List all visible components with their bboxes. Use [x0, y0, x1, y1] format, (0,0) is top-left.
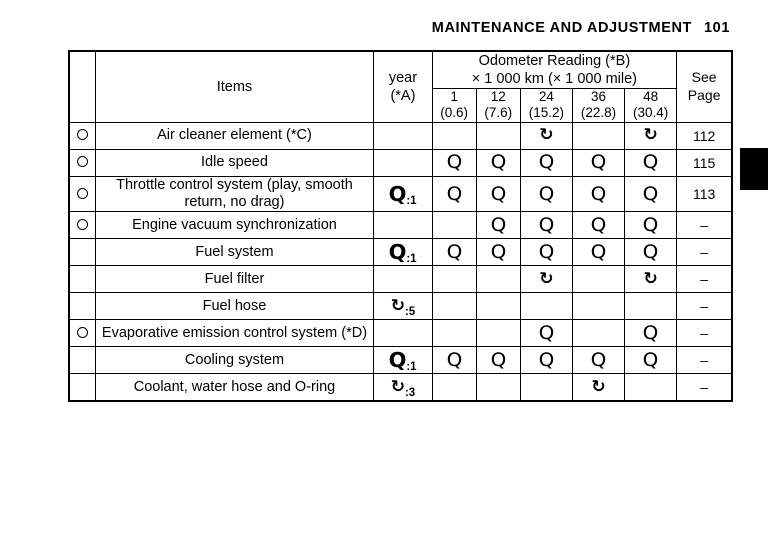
circle-icon: [77, 156, 88, 167]
row-odometer-cell-1: [432, 320, 476, 347]
row-odometer-cell-12: [476, 149, 520, 176]
row-item-label: Engine vacuum synchronization: [95, 212, 374, 239]
row-odometer-cell-1: [432, 149, 476, 176]
row-odometer-cell-12: [476, 374, 520, 402]
row-item-label: Air cleaner element (*C): [95, 122, 374, 149]
header-odometer-group: [432, 51, 677, 89]
header-odometer-col-12: [476, 89, 520, 122]
row-circle-marker-cell: [69, 266, 95, 293]
inspect-icon: Q: [446, 348, 462, 371]
row-item-label: Fuel hose: [95, 293, 374, 320]
header-odometer-col-24: [520, 89, 572, 122]
odometer-mile-value: (7.6): [484, 105, 513, 121]
table-row: [69, 293, 732, 320]
row-item-label: Cooling system: [95, 347, 374, 374]
table-header: [69, 51, 732, 122]
row-odometer-cell-36: [572, 149, 624, 176]
header-odometer-col-36: [572, 89, 624, 122]
row-odometer-cell-1: [432, 347, 476, 374]
row-year-cell: [374, 149, 432, 176]
row-odometer-cell-24: [520, 320, 572, 347]
odometer-km-value: 1: [450, 89, 458, 105]
inspect-icon: Q: [642, 182, 659, 205]
row-odometer-cell-1: [432, 176, 476, 212]
inspect-icon: Q: [642, 151, 659, 174]
inspect-icon: Q: [590, 182, 607, 205]
row-odometer-cell-12: [476, 266, 520, 293]
inspect-icon: Q: [642, 240, 659, 263]
inspect-icon: Q: [490, 213, 507, 236]
header-odometer-title: Odometer Reading (*B): [478, 53, 631, 69]
header-row-top: [69, 51, 732, 89]
row-year-cell: [374, 176, 432, 212]
row-circle-marker-cell: [69, 320, 95, 347]
row-circle-marker-cell: [69, 293, 95, 320]
row-odometer-cell-24: [520, 212, 572, 239]
year-interval-suffix: :3: [404, 387, 416, 400]
row-see-page: –: [677, 266, 732, 293]
circle-icon: [77, 219, 88, 230]
inspect-icon: Q: [642, 321, 659, 344]
row-year-cell: [374, 374, 432, 402]
header-year-label: year: [388, 69, 418, 86]
row-year-cell: [374, 347, 432, 374]
row-odometer-cell-1: [432, 266, 476, 293]
inspect-icon: Q: [388, 348, 407, 373]
row-circle-marker-cell: [69, 212, 95, 239]
inspect-icon: Q: [590, 348, 607, 371]
row-odometer-cell-48: [625, 239, 677, 266]
row-year-cell: [374, 122, 432, 149]
row-year-cell: [374, 320, 432, 347]
table-body: [69, 122, 732, 401]
inspect-icon: Q: [490, 348, 507, 371]
row-year-cell: [374, 239, 432, 266]
inspect-icon: Q: [590, 213, 607, 236]
row-odometer-cell-48: [625, 149, 677, 176]
inspect-icon: Q: [590, 240, 607, 263]
inspect-icon: Q: [490, 182, 507, 205]
row-circle-marker-cell: [69, 176, 95, 212]
table-row: [69, 266, 732, 293]
row-item-label: Coolant, water hose and O-ring: [95, 374, 374, 402]
row-odometer-cell-36: [572, 212, 624, 239]
row-year-cell: [374, 266, 432, 293]
page-header: [432, 20, 730, 36]
row-see-page: –: [677, 374, 732, 402]
header-page-label: Page: [687, 86, 721, 103]
table-row: [69, 374, 732, 402]
odometer-km-value: 48: [643, 89, 659, 105]
replace-icon: ↻: [390, 295, 405, 316]
row-odometer-cell-48: [625, 320, 677, 347]
inspect-icon: Q: [446, 182, 462, 205]
inspect-icon: Q: [538, 182, 555, 205]
table-row: [69, 347, 732, 374]
row-odometer-cell-36: [572, 266, 624, 293]
row-circle-marker-cell: [69, 347, 95, 374]
year-interval-suffix: :1: [406, 253, 417, 266]
inspect-icon: Q: [538, 348, 555, 371]
row-circle-marker-cell: [69, 122, 95, 149]
inspect-icon: Q: [446, 240, 462, 263]
page-number: 101: [704, 20, 730, 36]
row-odometer-cell-36: [572, 320, 624, 347]
row-odometer-cell-12: [476, 212, 520, 239]
row-item-label: Fuel filter: [95, 266, 374, 293]
replace-icon: ↻: [390, 376, 405, 397]
row-year-cell: [374, 212, 432, 239]
replace-icon: ↻: [643, 124, 658, 145]
row-odometer-cell-24: [520, 374, 572, 402]
row-item-label: Fuel system: [95, 239, 374, 266]
odometer-mile-value: (0.6): [440, 105, 468, 121]
row-odometer-cell-36: [572, 347, 624, 374]
inspect-icon: Q: [642, 213, 659, 236]
row-see-page: –: [677, 212, 732, 239]
row-odometer-cell-1: [432, 293, 476, 320]
header-odometer-col-1: [432, 89, 476, 122]
table-row: [69, 122, 732, 149]
row-odometer-cell-48: [625, 347, 677, 374]
inspect-icon: Q: [538, 240, 555, 263]
inspect-icon: Q: [538, 213, 555, 236]
maintenance-schedule-table-container: [68, 50, 733, 402]
year-interval-suffix: :1: [406, 361, 417, 374]
maintenance-schedule-table: [68, 50, 733, 402]
row-see-page: 113: [677, 176, 732, 212]
row-odometer-cell-48: [625, 374, 677, 402]
row-see-page: –: [677, 347, 732, 374]
header-mark-spacer: [69, 51, 95, 122]
inspect-icon: Q: [388, 182, 407, 207]
header-see-page: [677, 51, 732, 122]
row-circle-marker-cell: [69, 374, 95, 402]
row-circle-marker-cell: [69, 239, 95, 266]
row-odometer-cell-1: [432, 374, 476, 402]
row-see-page: 112: [677, 122, 732, 149]
row-odometer-cell-24: [520, 122, 572, 149]
row-item-label: Evaporative emission control system (*D): [95, 320, 374, 347]
table-row: [69, 149, 732, 176]
row-odometer-cell-1: [432, 212, 476, 239]
header-odometer-col-48: [625, 89, 677, 122]
inspect-icon: Q: [446, 151, 462, 174]
inspect-icon: Q: [590, 151, 607, 174]
circle-icon: [77, 327, 88, 338]
row-odometer-cell-1: [432, 122, 476, 149]
table-row: [69, 176, 732, 212]
row-see-page: –: [677, 293, 732, 320]
row-odometer-cell-24: [520, 266, 572, 293]
row-odometer-cell-24: [520, 293, 572, 320]
inspect-icon: Q: [388, 240, 407, 265]
row-odometer-cell-24: [520, 149, 572, 176]
row-odometer-cell-48: [625, 293, 677, 320]
odometer-mile-value: (22.8): [580, 105, 617, 121]
row-see-page: 115: [677, 149, 732, 176]
table-row: [69, 212, 732, 239]
odometer-km-value: 36: [590, 89, 606, 105]
header-year: [374, 51, 432, 122]
row-odometer-cell-12: [476, 239, 520, 266]
replace-icon: ↻: [539, 124, 554, 145]
row-see-page: –: [677, 239, 732, 266]
row-odometer-cell-36: [572, 122, 624, 149]
row-odometer-cell-1: [432, 239, 476, 266]
row-odometer-cell-24: [520, 239, 572, 266]
row-odometer-cell-12: [476, 293, 520, 320]
row-odometer-cell-12: [476, 176, 520, 212]
row-odometer-cell-36: [572, 176, 624, 212]
circle-icon: [77, 129, 88, 140]
odometer-km-value: 24: [538, 89, 554, 105]
table-row: [69, 320, 732, 347]
row-odometer-cell-12: [476, 320, 520, 347]
inspect-icon: Q: [538, 151, 555, 174]
row-see-page: –: [677, 320, 732, 347]
row-odometer-cell-36: [572, 239, 624, 266]
row-item-label: Throttle control system (play, smooth return, no drag): [95, 176, 374, 212]
row-odometer-cell-48: [625, 176, 677, 212]
row-year-cell: [374, 293, 432, 320]
inspect-icon: Q: [642, 348, 659, 371]
header-items: Items: [95, 51, 374, 122]
row-odometer-cell-12: [476, 347, 520, 374]
replace-icon: ↻: [539, 268, 554, 289]
row-item-label: Idle speed: [95, 149, 374, 176]
row-odometer-cell-24: [520, 176, 572, 212]
replace-icon: ↻: [591, 376, 606, 397]
page-edge-tab-marker: [740, 148, 768, 190]
row-odometer-cell-24: [520, 347, 572, 374]
replace-icon: ↻: [643, 268, 658, 289]
odometer-mile-value: (15.2): [528, 105, 564, 121]
table-row: [69, 239, 732, 266]
inspect-icon: Q: [490, 240, 507, 263]
inspect-icon: Q: [538, 321, 555, 344]
inspect-icon: Q: [490, 151, 507, 174]
row-odometer-cell-36: [572, 293, 624, 320]
page-header-title: MAINTENANCE AND ADJUSTMENT: [431, 20, 692, 36]
header-see-label: See: [691, 69, 717, 86]
row-odometer-cell-12: [476, 122, 520, 149]
odometer-mile-value: (30.4): [633, 105, 669, 121]
odometer-km-value: 12: [490, 89, 506, 105]
circle-icon: [77, 188, 88, 199]
year-interval-suffix: :5: [404, 306, 416, 319]
header-odometer-units: × 1 000 km (× 1 000 mile): [471, 71, 638, 88]
year-interval-suffix: :1: [406, 195, 417, 208]
row-odometer-cell-48: [625, 266, 677, 293]
row-odometer-cell-48: [625, 212, 677, 239]
row-odometer-cell-48: [625, 122, 677, 149]
row-circle-marker-cell: [69, 149, 95, 176]
row-odometer-cell-36: [572, 374, 624, 402]
header-year-note: (*A): [390, 87, 416, 104]
